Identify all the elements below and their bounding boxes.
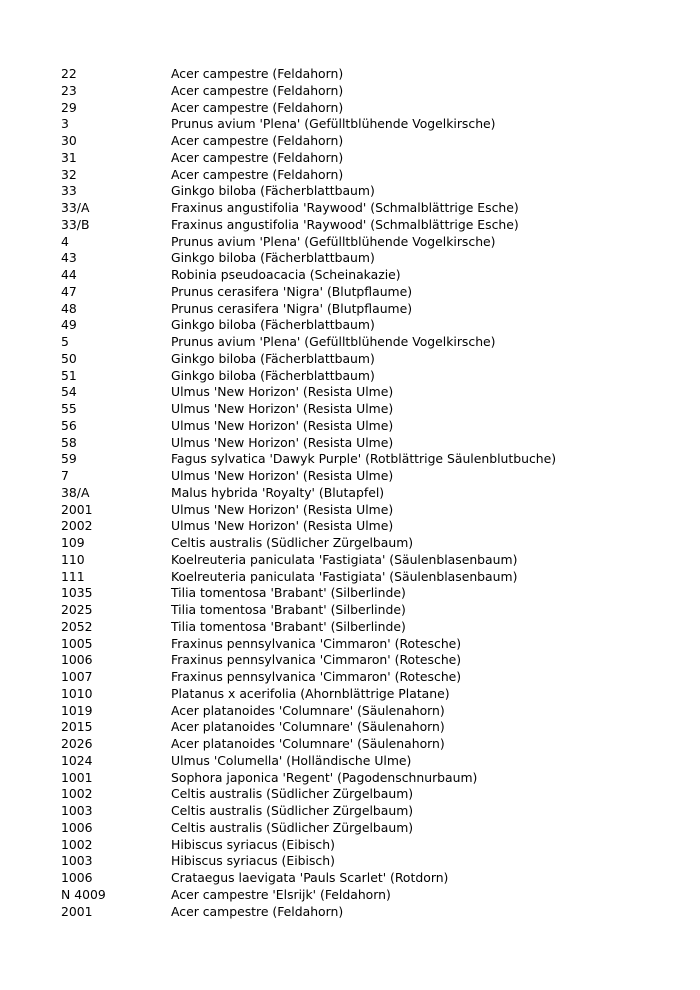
list-item	[61, 451, 691, 468]
tree-number: 4	[61, 233, 69, 249]
list-item	[61, 351, 691, 368]
tree-number: 1003	[61, 853, 93, 869]
tree-number: 110	[61, 551, 85, 567]
tree-species: Koelreuteria paniculata 'Fastigiata' (Säulenblasenbaum)	[171, 551, 518, 567]
tree-number: 109	[61, 535, 85, 550]
list-item	[61, 183, 691, 200]
tree-number: 1010	[61, 685, 93, 701]
tree-number: 7	[61, 468, 69, 483]
tree-species: Fraxinus angustifolia 'Raywood' (Schmalblättrige Esche)	[171, 216, 519, 232]
tree-species: Fagus sylvatica 'Dawyk Purple' (Rotblättrige Säulenblutbuche)	[171, 451, 557, 467]
tree-number: 1006	[61, 870, 93, 885]
list-item	[61, 786, 691, 803]
tree-species: Ginkgo biloba (Fächerblattbaum)	[171, 317, 375, 333]
list-item	[61, 719, 691, 736]
list-item	[61, 234, 691, 251]
tree-number: 55	[61, 401, 77, 416]
tree-number: 50	[61, 350, 77, 366]
tree-species: Ulmus 'New Horizon' (Resista Ulme)	[171, 401, 394, 416]
tree-species: Ulmus 'New Horizon' (Resista Ulme)	[171, 434, 394, 450]
tree-number: 56	[61, 417, 77, 433]
tree-species: Prunus avium 'Plena' (Gefülltblühende Vogelkirsche)	[171, 233, 496, 249]
list-item	[61, 518, 691, 535]
tree-species: Acer platanoides 'Columnare' (Säulenahorn)	[171, 736, 445, 751]
list-item	[61, 803, 691, 820]
list-item	[61, 602, 691, 619]
tree-number: 47	[61, 283, 77, 299]
list-item	[61, 200, 691, 217]
tree-species: Ulmus 'New Horizon' (Resista Ulme)	[171, 501, 394, 517]
tree-species: Acer campestre (Feldahorn)	[171, 66, 344, 81]
list-item	[61, 686, 691, 703]
tree-number: 1002	[61, 786, 93, 802]
tree-species: Celtis australis (Südlicher Zürgelbaum)	[171, 786, 414, 802]
tree-number: 43	[61, 250, 77, 266]
list-item	[61, 100, 691, 117]
list-item	[61, 652, 691, 669]
tree-number: 59	[61, 451, 77, 467]
tree-species: Tilia tomentosa 'Brabant' (Silberlinde)	[171, 585, 406, 601]
list-item	[61, 770, 691, 787]
list-item	[61, 468, 691, 485]
list-item	[61, 585, 691, 602]
tree-species: Ulmus 'New Horizon' (Resista Ulme)	[171, 384, 394, 400]
tree-number: 1001	[61, 769, 93, 785]
tree-number: 33	[61, 183, 77, 199]
tree-number: 1006	[61, 652, 93, 668]
list-item	[61, 250, 691, 267]
tree-species: Tilia tomentosa 'Brabant' (Silberlinde)	[171, 618, 406, 634]
tree-species: Acer campestre 'Elsrijk' (Feldahorn)	[171, 886, 391, 902]
tree-number: 1024	[61, 752, 93, 768]
tree-species: Acer campestre (Feldahorn)	[171, 82, 344, 98]
tree-species: Fraxinus pennsylvanica 'Cimmaron' (Rotesche)	[171, 669, 462, 684]
tree-species: Crataegus laevigata 'Pauls Scarlet' (Rotdorn)	[171, 870, 449, 885]
tree-species: Ginkgo biloba (Fächerblattbaum)	[171, 350, 375, 366]
tree-species: Acer campestre (Feldahorn)	[171, 149, 344, 165]
tree-number: 23	[61, 82, 77, 98]
tree-species: Celtis australis (Südlicher Zürgelbaum)	[171, 535, 414, 550]
tree-number: 44	[61, 267, 77, 282]
list-item	[61, 167, 691, 184]
tree-number: 38/A	[61, 484, 90, 500]
list-item	[61, 904, 691, 921]
tree-species: Fraxinus pennsylvanica 'Cimmaron' (Rotesche)	[171, 652, 462, 668]
tree-species: Prunus avium 'Plena' (Gefülltblühende Vogelkirsche)	[171, 334, 496, 349]
tree-species: Fraxinus angustifolia 'Raywood' (Schmalblättrige Esche)	[171, 200, 519, 215]
list-item	[61, 284, 691, 301]
list-item	[61, 820, 691, 837]
list-item	[61, 619, 691, 636]
tree-species: Fraxinus pennsylvanica 'Cimmaron' (Rotesche)	[171, 635, 462, 651]
tree-number: 1019	[61, 702, 93, 718]
list-item	[61, 636, 691, 653]
list-item	[61, 887, 691, 904]
list-item	[61, 317, 691, 334]
tree-species: Ulmus 'New Horizon' (Resista Ulme)	[171, 468, 394, 483]
list-item	[61, 267, 691, 284]
tree-number: 2002	[61, 518, 93, 534]
tree-species: Koelreuteria paniculata 'Fastigiata' (Säulenblasenbaum)	[171, 568, 518, 584]
tree-list	[61, 66, 691, 920]
tree-species: Ginkgo biloba (Fächerblattbaum)	[171, 183, 375, 199]
list-item	[61, 736, 691, 753]
list-item	[61, 301, 691, 318]
tree-number: 2001	[61, 903, 93, 919]
tree-number: 29	[61, 99, 77, 115]
tree-number: 3	[61, 116, 69, 132]
tree-species: Platanus x acerifolia (Ahornblättrige Platane)	[171, 685, 450, 701]
list-item	[61, 853, 691, 870]
tree-species: Acer campestre (Feldahorn)	[171, 133, 344, 148]
tree-number: 58	[61, 434, 77, 450]
tree-species: Celtis australis (Südlicher Zürgelbaum)	[171, 803, 414, 818]
list-item	[61, 435, 691, 452]
list-item	[61, 217, 691, 234]
tree-species: Acer campestre (Feldahorn)	[171, 903, 344, 919]
tree-number: N 4009	[61, 886, 106, 902]
tree-species: Tilia tomentosa 'Brabant' (Silberlinde)	[171, 602, 406, 617]
list-item	[61, 569, 691, 586]
tree-number: 1002	[61, 836, 93, 852]
tree-number: 2015	[61, 719, 93, 735]
tree-species: Sophora japonica 'Regent' (Pagodenschnurbaum)	[171, 769, 478, 785]
tree-species: Ulmus 'New Horizon' (Resista Ulme)	[171, 417, 394, 433]
tree-species: Acer campestre (Feldahorn)	[171, 99, 344, 115]
tree-number: 1003	[61, 803, 93, 818]
tree-species: Prunus cerasifera 'Nigra' (Blutpflaume)	[171, 283, 413, 299]
tree-species: Acer campestre (Feldahorn)	[171, 166, 344, 182]
list-item	[61, 753, 691, 770]
tree-number: 1006	[61, 819, 93, 835]
list-item	[61, 83, 691, 100]
tree-species: Ulmus 'Columella' (Holländische Ulme)	[171, 752, 412, 768]
list-item	[61, 116, 691, 133]
list-item	[61, 334, 691, 351]
list-item	[61, 669, 691, 686]
tree-number: 54	[61, 384, 77, 400]
tree-species: Ginkgo biloba (Fächerblattbaum)	[171, 367, 375, 383]
list-item	[61, 66, 691, 83]
tree-number: 31	[61, 149, 77, 165]
list-item	[61, 837, 691, 854]
tree-number: 2052	[61, 618, 93, 634]
tree-species: Prunus cerasifera 'Nigra' (Blutpflaume)	[171, 300, 413, 316]
tree-number: 32	[61, 166, 77, 182]
tree-species: Hibiscus syriacus (Eibisch)	[171, 836, 335, 852]
list-item	[61, 368, 691, 385]
tree-species: Ulmus 'New Horizon' (Resista Ulme)	[171, 518, 394, 534]
tree-number: 2025	[61, 602, 93, 617]
list-item	[61, 133, 691, 150]
list-item	[61, 703, 691, 720]
list-item	[61, 384, 691, 401]
tree-species: Malus hybrida 'Royalty' (Blutapfel)	[171, 484, 385, 500]
tree-species: Hibiscus syriacus (Eibisch)	[171, 853, 335, 869]
tree-species: Celtis australis (Südlicher Zürgelbaum)	[171, 819, 414, 835]
tree-number: 51	[61, 367, 77, 383]
list-item	[61, 870, 691, 887]
tree-species: Acer platanoides 'Columnare' (Säulenahorn)	[171, 719, 445, 735]
tree-number: 1005	[61, 635, 93, 651]
tree-number: 30	[61, 133, 77, 148]
list-item	[61, 418, 691, 435]
tree-number: 1035	[61, 585, 93, 601]
list-item	[61, 150, 691, 167]
tree-number: 22	[61, 66, 77, 81]
tree-number: 33/B	[61, 216, 90, 232]
tree-number: 5	[61, 334, 69, 349]
list-item	[61, 401, 691, 418]
tree-number: 1007	[61, 669, 93, 684]
tree-number: 48	[61, 300, 77, 316]
tree-number: 49	[61, 317, 77, 333]
tree-number: 2001	[61, 501, 93, 517]
tree-species: Ginkgo biloba (Fächerblattbaum)	[171, 250, 375, 266]
tree-number: 33/A	[61, 200, 90, 215]
list-item	[61, 552, 691, 569]
tree-species: Acer platanoides 'Columnare' (Säulenahorn)	[171, 702, 445, 718]
list-item	[61, 535, 691, 552]
tree-species: Robinia pseudoacacia (Scheinakazie)	[171, 267, 401, 282]
tree-number: 111	[61, 568, 85, 584]
list-item	[61, 485, 691, 502]
tree-species: Prunus avium 'Plena' (Gefülltblühende Vogelkirsche)	[171, 116, 496, 132]
list-item	[61, 502, 691, 519]
tree-number: 2026	[61, 736, 93, 751]
